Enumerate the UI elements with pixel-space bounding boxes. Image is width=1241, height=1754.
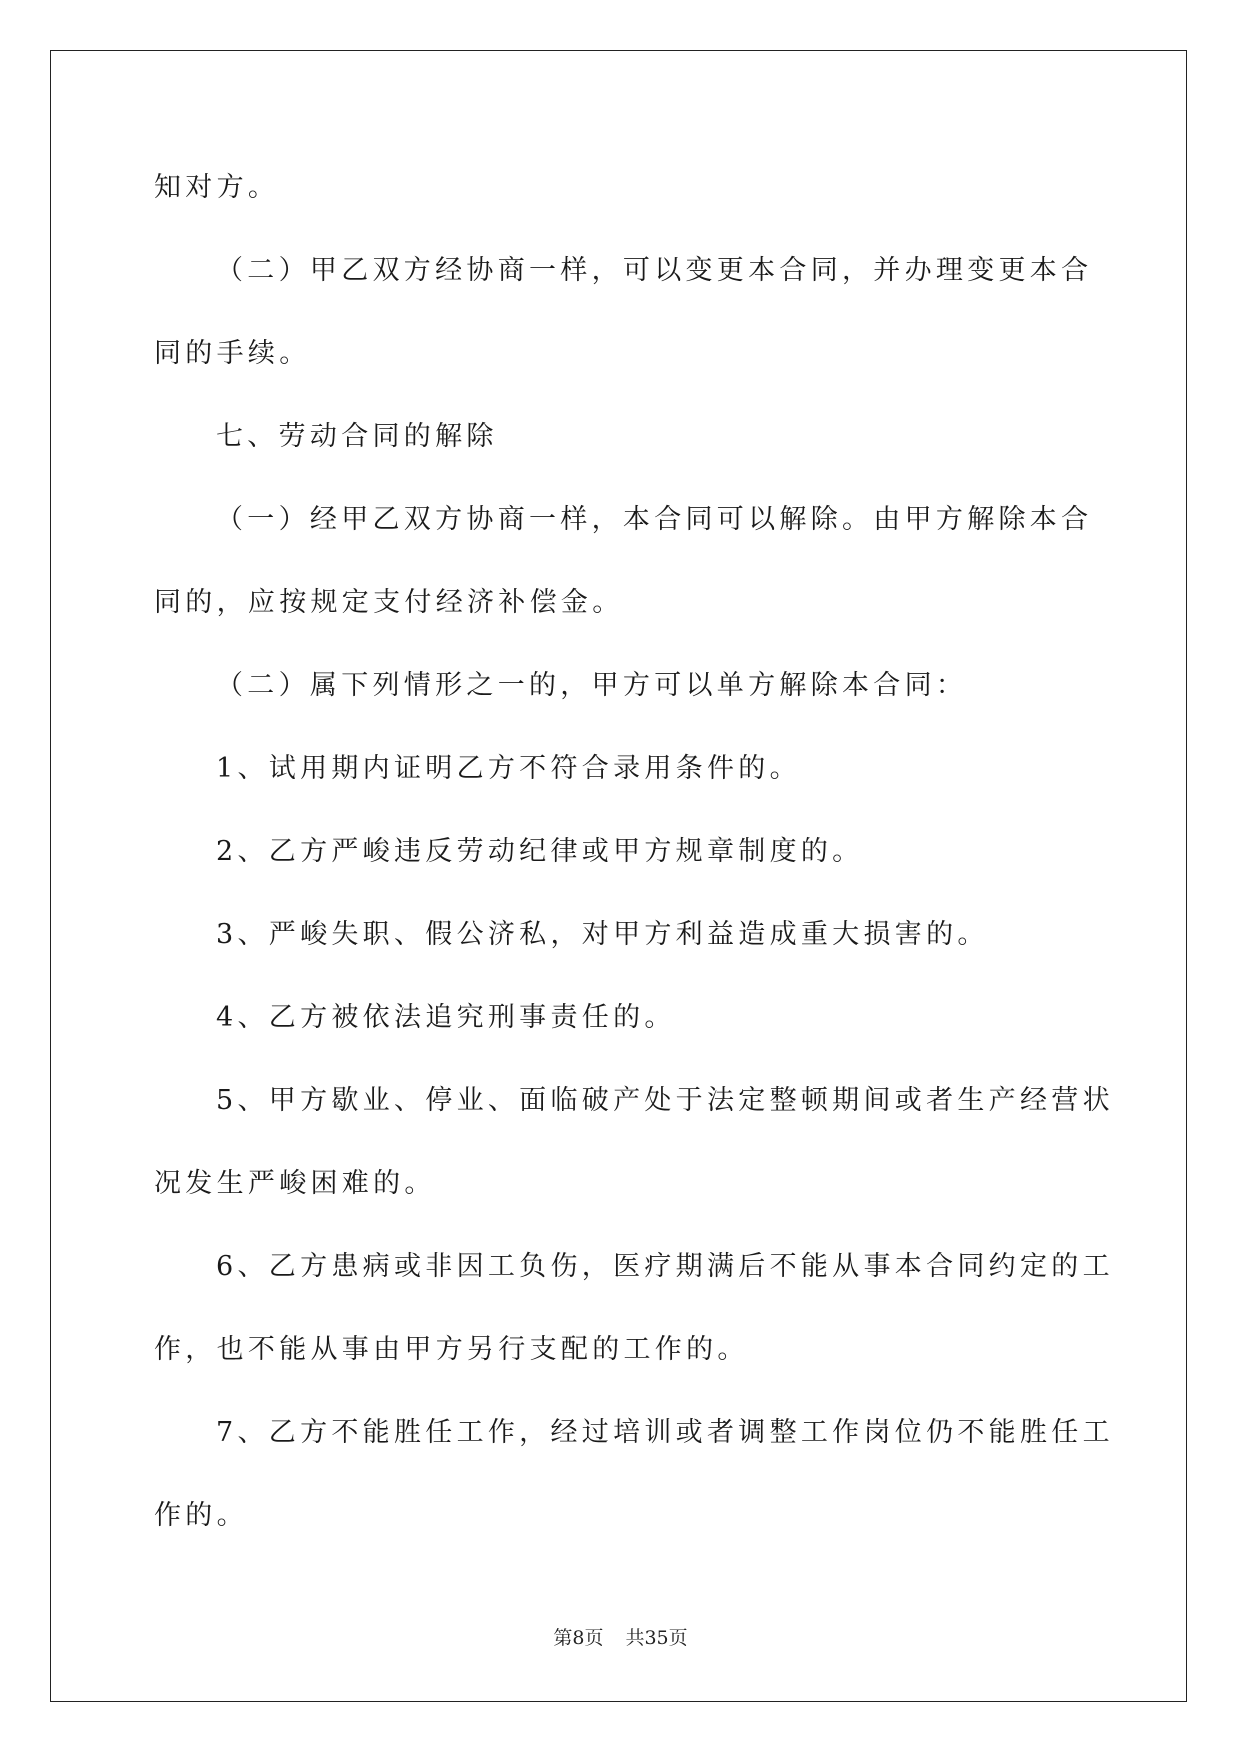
- text-line: 知对方。: [154, 172, 280, 203]
- text-line: （二）甲乙双方经协商一样，可以变更本合同，并办理变更本合: [216, 255, 1093, 286]
- section-heading: 七、劳动合同的解除: [216, 421, 498, 452]
- page-number: 第8页: [553, 1627, 604, 1649]
- list-item: 3、严峻失职、假公济私，对甲方利益造成重大损害的。: [216, 919, 989, 950]
- list-item: 1、试用期内证明乙方不符合录用条件的。: [216, 753, 801, 784]
- text-line: （一）经甲乙双方协商一样，本合同可以解除。由甲方解除本合: [216, 504, 1093, 535]
- text-line: 同的，应按规定支付经济补偿金。: [154, 587, 624, 618]
- text-line: 作，也不能从事由甲方另行支配的工作的。: [154, 1334, 749, 1365]
- text-line: 同的手续。: [154, 338, 311, 369]
- list-item: 6、乙方患病或非因工负伤，医疗期满后不能从事本合同约定的工: [216, 1251, 1114, 1282]
- list-item: 4、乙方被依法追究刑事责任的。: [216, 1002, 676, 1033]
- text-line: （二）属下列情形之一的，甲方可以单方解除本合同：: [216, 670, 968, 701]
- text-line: 作的。: [154, 1500, 248, 1531]
- page-footer: [0, 1626, 1241, 1650]
- list-item: 7、乙方不能胜任工作，经过培训或者调整工作岗位仍不能胜任工: [216, 1417, 1114, 1448]
- list-item: 2、乙方严峻违反劳动纪律或甲方规章制度的。: [216, 836, 864, 867]
- page-total: 共35页: [625, 1627, 688, 1649]
- page-border: [50, 50, 1187, 1702]
- text-line: 况发生严峻困难的。: [154, 1168, 436, 1199]
- list-item: 5、甲方歇业、停业、面临破产处于法定整顿期间或者生产经营状: [216, 1085, 1114, 1116]
